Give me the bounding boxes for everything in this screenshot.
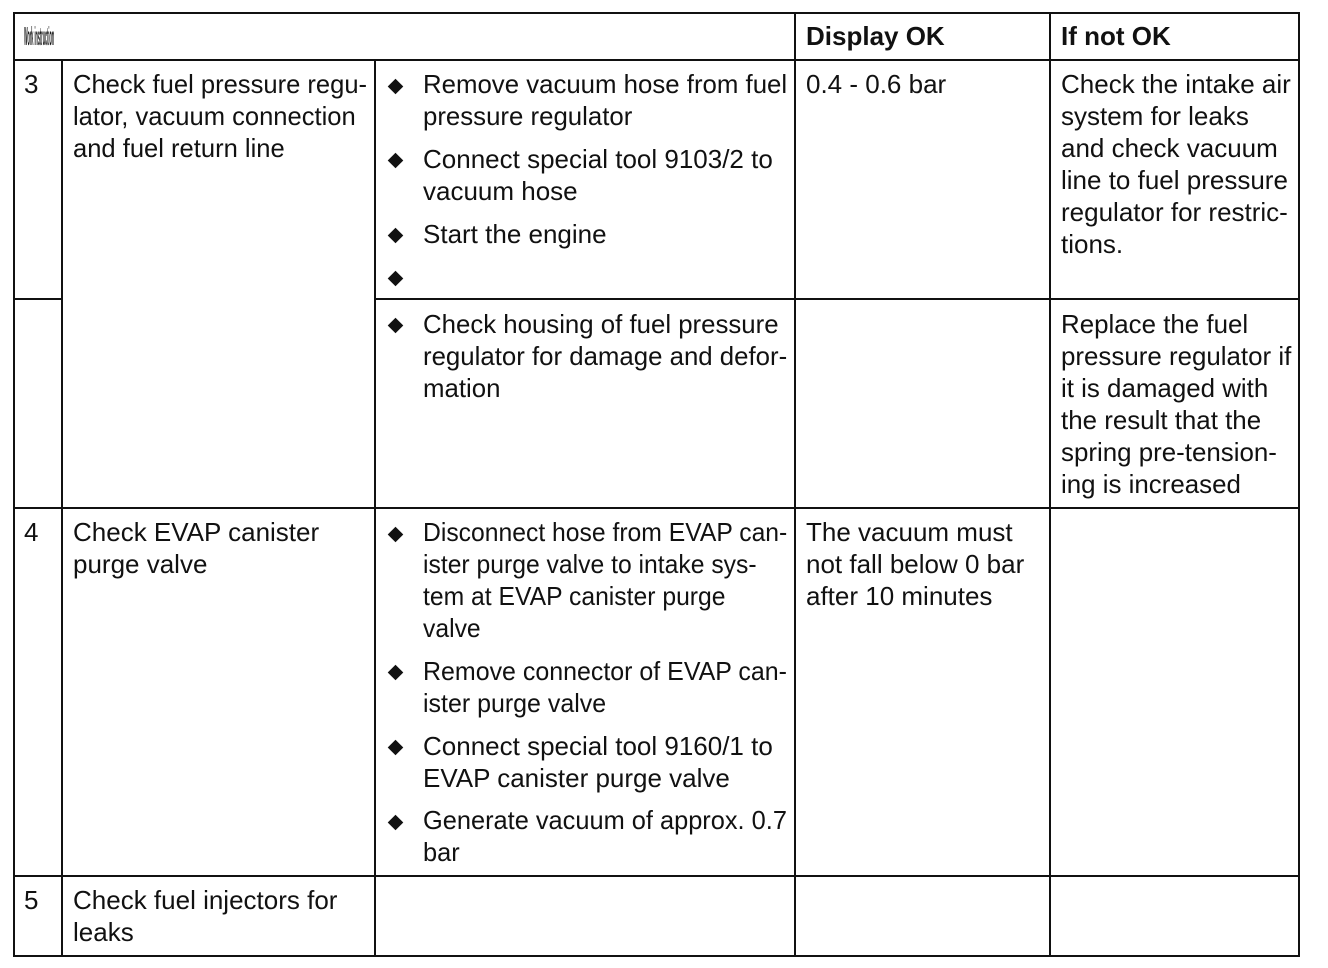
display-ok-value: The vacuum must not fall below 0 bar after 10 minutes — [806, 517, 1025, 611]
task-description: Check EVAP canister purge valve — [73, 517, 320, 579]
step-text: Start the engine — [423, 219, 607, 249]
display-ok-value: 0.4 - 0.6 bar — [806, 69, 947, 99]
step-text: Disconnect hose from EVAP can- ister purge valve to intake sys- tem at EVAP canister purge valve — [423, 517, 788, 643]
row-number: 3 — [24, 69, 39, 99]
step-text: Remove vacuum hose from fuel pressure regulator — [423, 69, 788, 131]
if-not-ok-action: Replace the fuel pressure regulator if it is damaged with the result that the spring pre-tension- ing is increased — [1061, 309, 1292, 499]
step-text: Generate vacuum of approx. 0.7 bar — [423, 805, 787, 867]
header-display-ok: Display OK — [806, 21, 945, 51]
step-text: Connect special tool 9160/1 to EVAP canister purge valve — [423, 731, 773, 793]
if-not-ok-action: Check the intake air system for leaks and check vacuum line to fuel pressure regulator for restric- tions. — [1061, 69, 1291, 259]
header-if-not-ok: If not OK — [1061, 21, 1171, 51]
task-description: Check fuel pressure regu- lator, vacuum connection and fuel return line — [73, 69, 368, 163]
row-number: 4 — [24, 517, 39, 547]
row-number: 5 — [24, 885, 39, 915]
step-text: Check housing of fuel pressure regulator for damage and defor- mation — [423, 309, 788, 403]
step-text: Connect special tool 9103/2 to vacuum hose — [423, 144, 773, 206]
step-text: Remove connector of EVAP can- ister purge valve — [423, 656, 787, 718]
task-description: Check fuel injectors for leaks — [73, 885, 338, 947]
header-work-instruction: Work instruction — [24, 21, 55, 51]
